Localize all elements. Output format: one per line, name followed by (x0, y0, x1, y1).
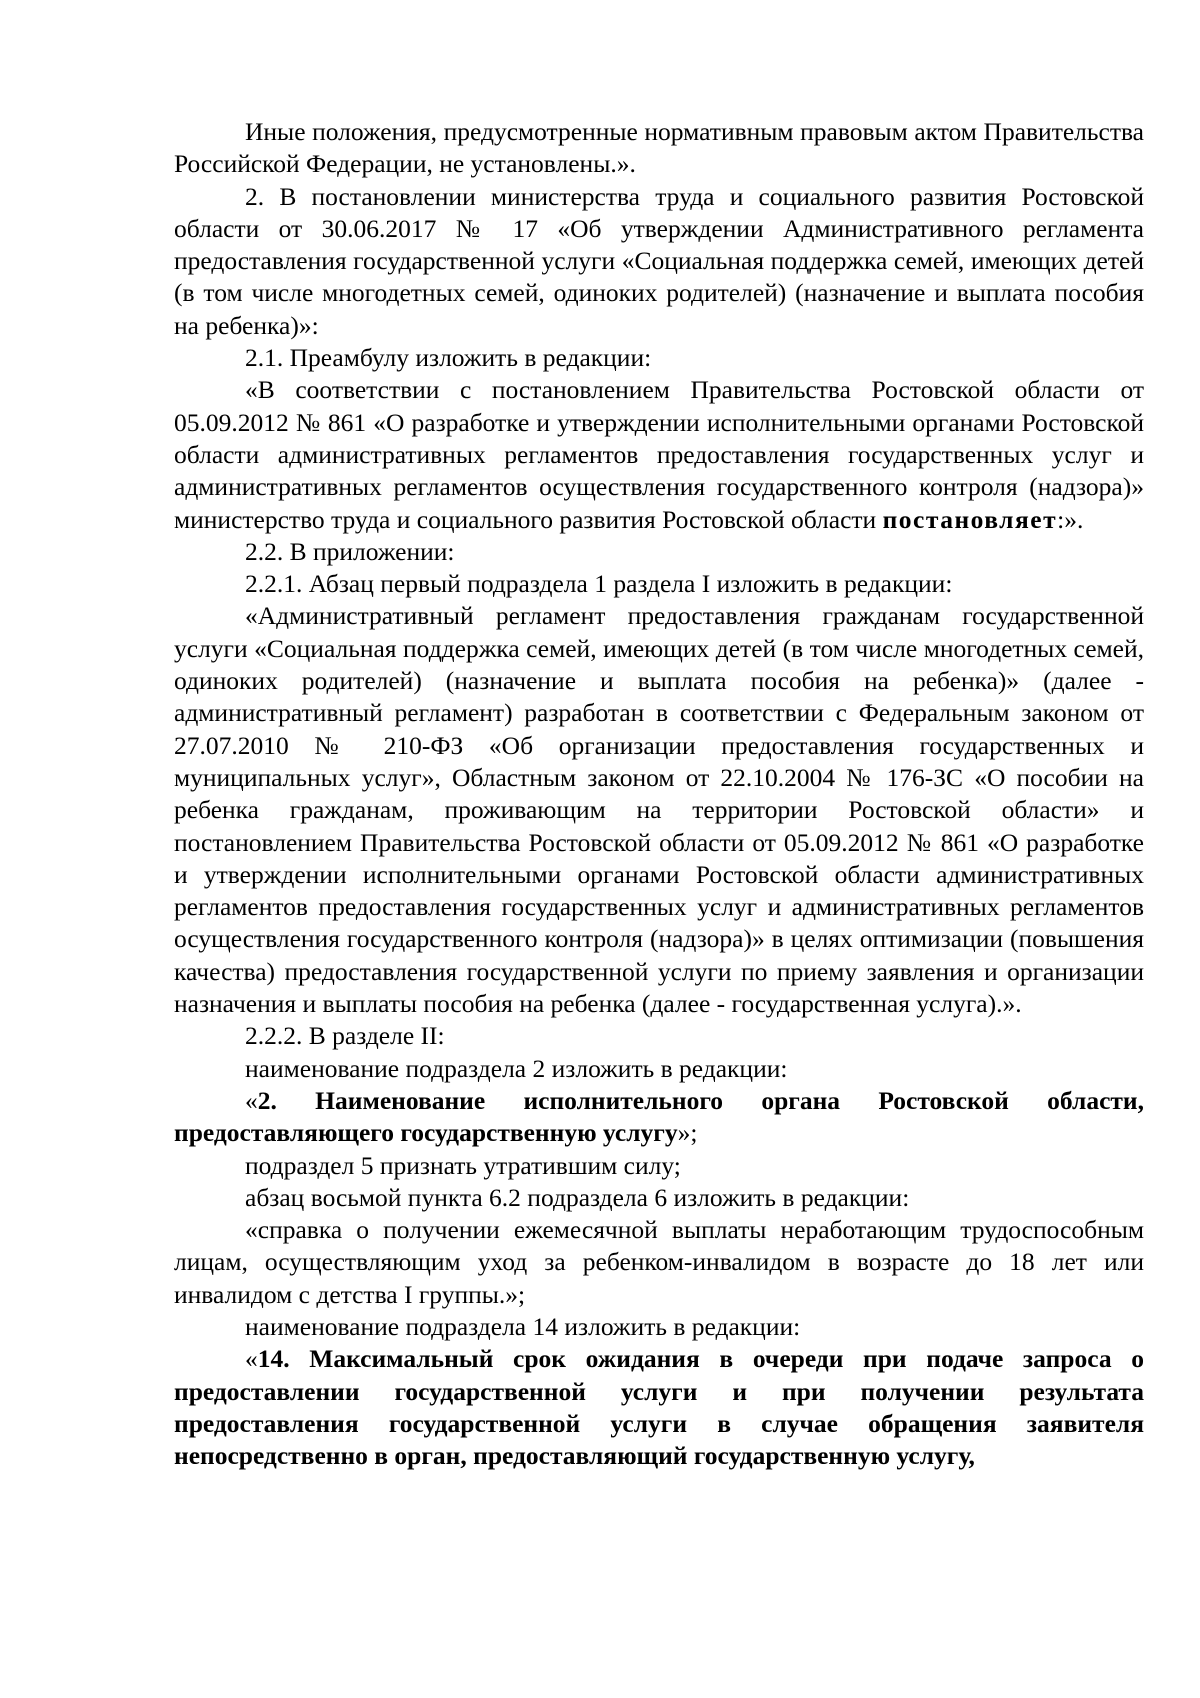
paragraph: подраздел 5 признать утратившим силу; (245, 1150, 681, 1180)
paragraph: «справка о получении ежемесячной выплаты неработающим трудоспособным лицам, осуществляющим уход за ребенком-инвалидом в возрасте до 18 лет или инвалидом с детства I группы.»; (174, 1215, 1144, 1309)
document-page (174, 116, 1144, 1472)
paragraph: «Административный регламент предоставления гражданам государственной услуги «Социальная поддержка семей, имеющих детей (в том числе многодетных семей, одиноких родителей) (назначение и выплата пособия на ребенка)» (далее - административный регламент) разработан в соответствии с Федеральным законом от 27.07.2010 № 210-ФЗ «Об организации предоставления государственных и муниципальных услуг», Областным законом от 22.10.2004 № 176-ЗС «О пособии на ребенка гражданам, проживающим на территории Ростовской области» и постановлением Правительства Ростовской области от 05.09.2012 № 861 «О разработке и утверждении исполнительными органами Ростовской области административных регламентов предоставления государственных услуг и административных регламентов осуществления государственного контроля (надзора)» в целях оптимизации (повышения качества) предоставления государственной услуги по приему заявления и организации назначения и выплаты пособия на ребенка (далее - государственная услуга).». (174, 601, 1144, 1019)
paragraph: 2.2.2. В разделе II: (245, 1021, 445, 1051)
paragraph: «2. Наименование исполнительного органа Ростовской области, предоставляющего государственную услугу»; (174, 1085, 1144, 1148)
paragraph: 2.1. Преамбулу изложить в редакции: (245, 343, 652, 373)
paragraph: Иные положения, предусмотренные нормативным правовым актом Правительства Российской Федерации, не установлены.». (174, 117, 1144, 179)
paragraph: «В соответствии с постановлением Правительства Ростовской области от 05.09.2012 № 861 «О разработке и утверждении исполнительными органами Ростовской области административных регламентов предоставления государственных услуг и административных регламентов осуществления государственного контроля (надзора)» министерство труда и социального развития Ростовской области постановляет:». (174, 375, 1144, 534)
bold-text: 2. Наименование исполнительного органа Ростовской области, предоставляющего государственную услугу (174, 1085, 1144, 1148)
bold-text: постановляет (882, 504, 1058, 534)
paragraph: наименование подраздела 2 изложить в редакции: (245, 1053, 788, 1083)
paragraph: 2.2. В приложении: (245, 536, 455, 566)
paragraph: 2. В постановлении министерства труда и социального развития Ростовской области от 30.06.2017 № 17 «Об утверждении Административного регламента предоставления государственной услуги «Социальная поддержка семей, имеющих детей (в том числе многодетных семей, одиноких родителей) (назначение и выплата пособия на ребенка)»: (174, 181, 1144, 340)
paragraph: 2.2.1. Абзац первый подраздела 1 раздела I изложить в редакции: (245, 569, 953, 599)
paragraph: наименование подраздела 14 изложить в редакции: (245, 1311, 801, 1341)
bold-text: 14. Максимальный срок ожидания в очереди при подаче запроса о предоставлении государственной услуги и при получении результата предоставления государственной услуги в случае обращения заявителя непосредственно в орган, предоставляющий государственную услугу, (174, 1344, 1144, 1471)
paragraph: «14. Максимальный срок ожидания в очереди при подаче запроса о предоставлении государственной услуги и при получении результата предоставления государственной услуги в случае обращения заявителя непосредственно в орган, предоставляющий государственную услугу, (174, 1344, 1144, 1471)
paragraph: абзац восьмой пункта 6.2 подраздела 6 изложить в редакции: (245, 1182, 910, 1212)
